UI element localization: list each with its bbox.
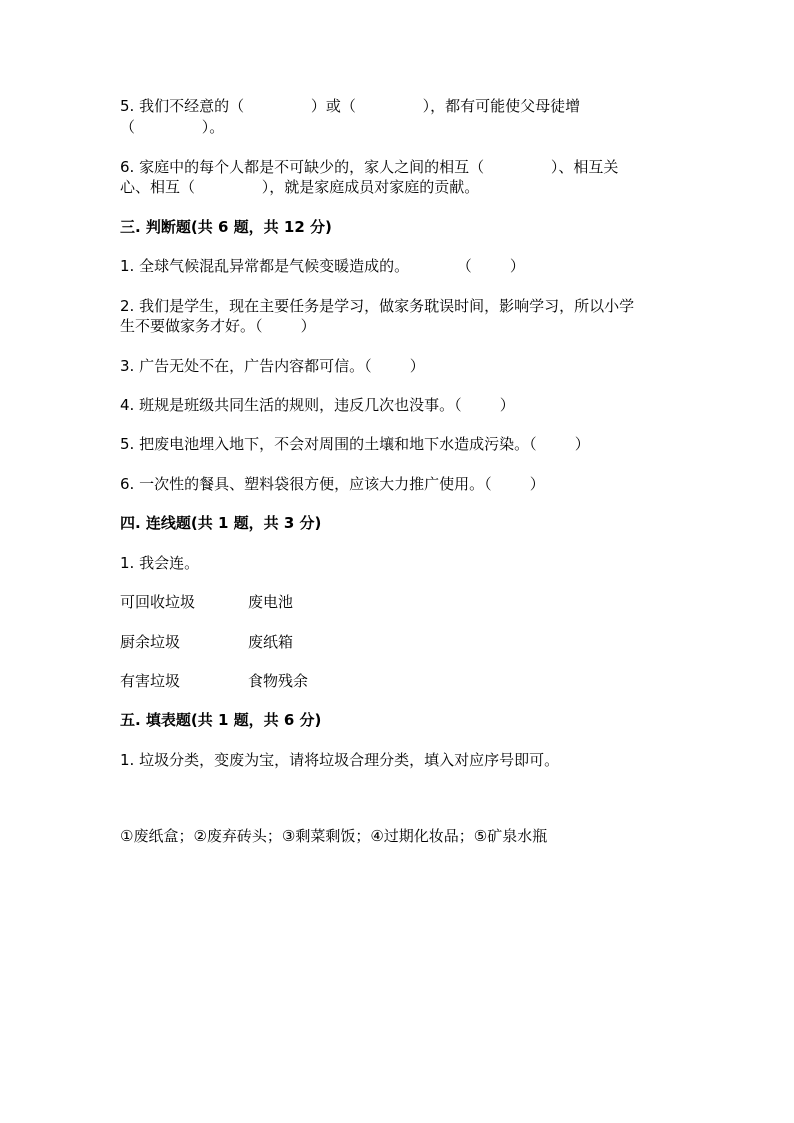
judgment-question-6: 6. 一次性的餐具、塑料袋很方便，应该大力推广使用。（ ） xyxy=(120,475,545,493)
matching-left-item: 有害垃圾 xyxy=(120,672,181,690)
matching-right-item: 废电池 xyxy=(248,593,294,611)
fill-in-question-6-line-2: 心、相互（ ），就是家庭成员对家庭的贡献。 xyxy=(120,178,480,196)
matching-section-heading: 四. 连线题(共 1 题，共 3 分) xyxy=(120,514,322,532)
table-fill-section-heading: 五. 填表题(共 1 题，共 6 分) xyxy=(120,711,322,729)
fill-in-question-5-line-2: （ ）。 xyxy=(120,118,225,136)
judgment-question-1: 1. 全球气候混乱异常都是气候变暖造成的。 （ ） xyxy=(120,257,525,275)
matching-right-item: 食物残余 xyxy=(248,672,309,690)
judgment-question-2-line-1: 2. 我们是学生，现在主要任务是学习，做家务耽误时间，影响学习，所以小学 xyxy=(120,297,635,315)
fill-in-question-6-line-1: 6. 家庭中的每个人都是不可缺少的，家人之间的相互（ ）、相互关 xyxy=(120,158,619,176)
judgment-question-2-line-2: 生不要做家务才好。（ ） xyxy=(120,317,316,335)
matching-right-item: 废纸箱 xyxy=(248,633,294,651)
judgment-question-5: 5. 把废电池埋入地下，不会对周围的土壤和地下水造成污染。（ ） xyxy=(120,435,590,453)
judgment-section-heading: 三. 判断题(共 6 题，共 12 分) xyxy=(120,218,332,236)
fill-in-question-5-line-1: 5. 我们不经意的（ ）或（ ），都有可能使父母徒增 xyxy=(120,97,581,115)
matching-left-item: 厨余垃圾 xyxy=(120,633,181,651)
matching-question-1: 1. 我会连。 xyxy=(120,554,200,572)
table-fill-question-1: 1. 垃圾分类，变废为宝，请将垃圾合理分类，填入对应序号即可。 xyxy=(120,751,560,769)
table-fill-items: ①废纸盒；②废弃砖头；③剩菜剩饭；④过期化妆品；⑤矿泉水瓶 xyxy=(120,827,548,845)
judgment-question-3: 3. 广告无处不在，广告内容都可信。（ ） xyxy=(120,357,425,375)
judgment-question-4: 4. 班规是班级共同生活的规则，违反几次也没事。（ ） xyxy=(120,396,515,414)
matching-left-item: 可回收垃圾 xyxy=(120,593,196,611)
